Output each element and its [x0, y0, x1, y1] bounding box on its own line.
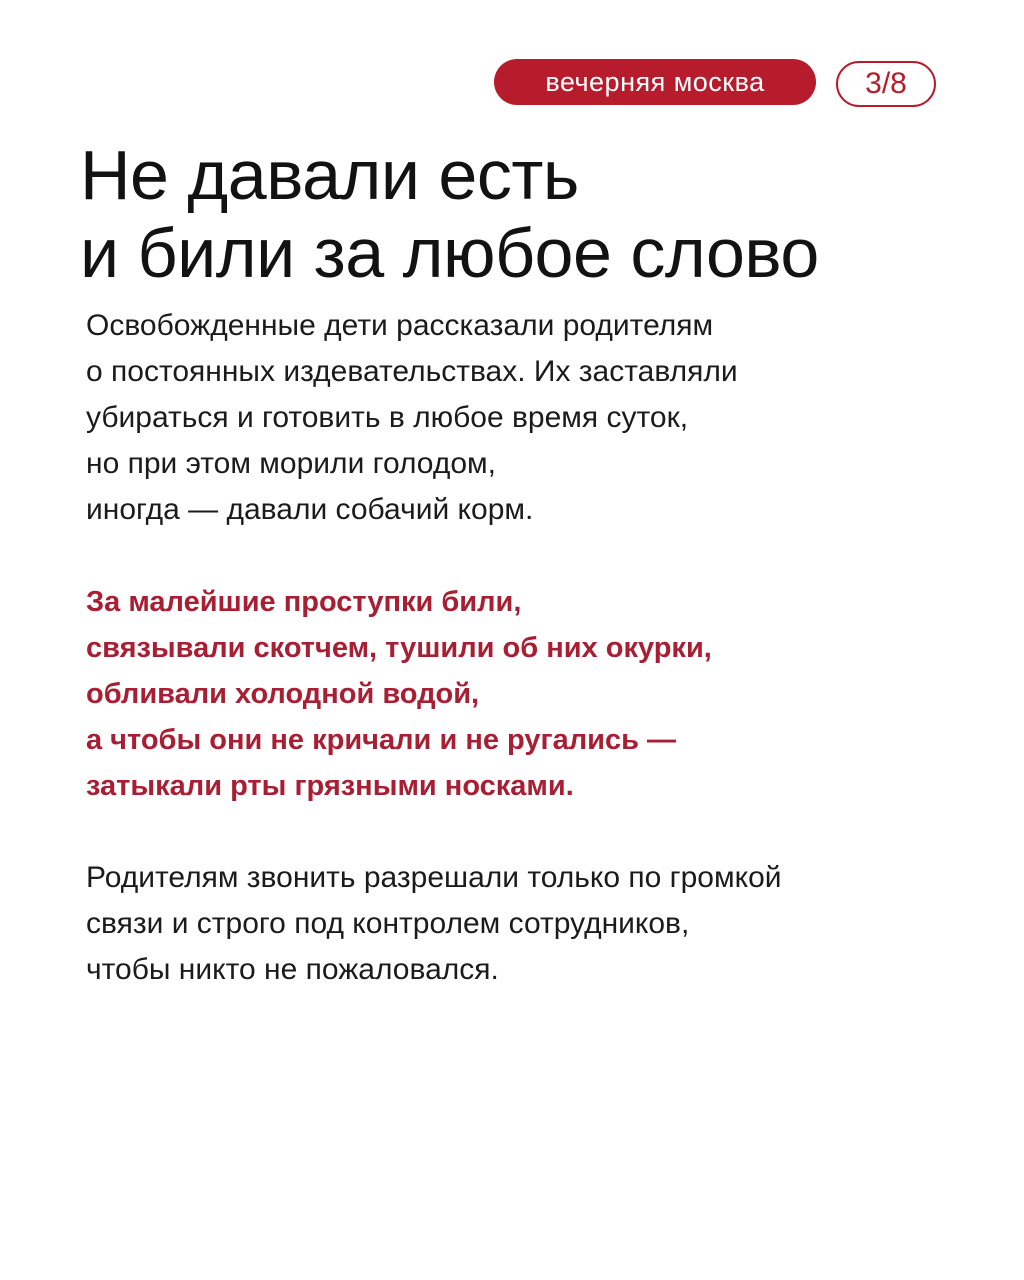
- lead-paragraph: Освобожденные дети рассказали родителям о постоянных издевательствах. Их заставляли убираться и готовить в любое время суток, но при этом морили голодом, иногда — давали собачий корм.: [86, 309, 738, 526]
- closing-paragraph: Родителям звонить разрешали только по громкой связи и строго под контролем сотрудников, чтобы никто не пожаловался.: [86, 861, 782, 986]
- page-title: Не давали есть и били за любое слово: [80, 136, 819, 292]
- page-counter: 3/8: [836, 61, 936, 107]
- brand-badge: вечерняя москва: [494, 59, 816, 105]
- highlighted-paragraph: За малейшие проступки били, связывали скотчем, тушили об них окурки, обливали холодной водой, а чтобы они не кричали и не ругались — затыкали рты грязными носками.: [86, 586, 712, 802]
